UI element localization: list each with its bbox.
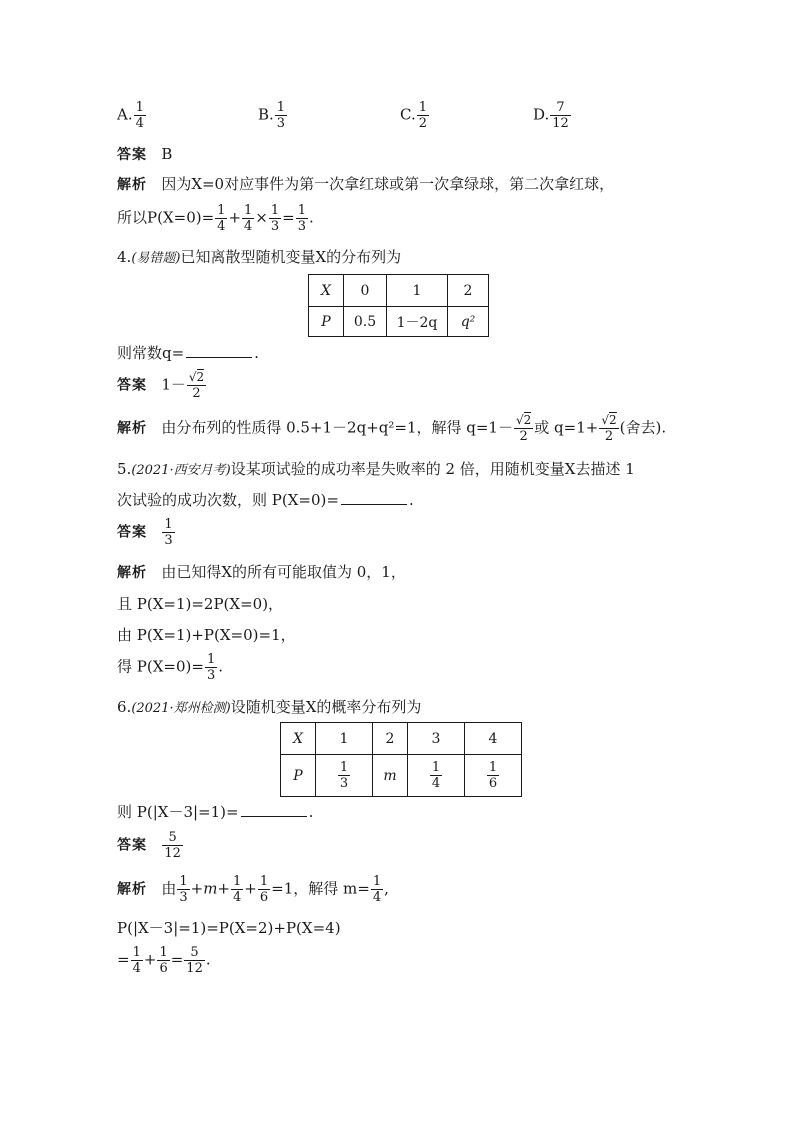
answer-blank — [341, 503, 407, 505]
option-c: C. $\frac{1}{2}$ — [400, 100, 427, 131]
answer-blank — [241, 815, 307, 817]
q4-analysis: 解析 由分布列的性质得 0.5+1－2q+q²=1，解得 q=1－ $\frac{√2}{2}$ 或 q=1+ $\frac{√2}{2}$ (舍去). — [117, 413, 667, 444]
table-cell: 1 — [387, 275, 448, 307]
table-cell: 3 — [408, 723, 465, 755]
table-cell: 2 — [448, 275, 489, 307]
q6-question: 则 P(|X－3|=1)= . — [117, 803, 314, 821]
q6-analysis-line2: P(|X－3|=1)=P(X=2)+P(X=4) — [117, 919, 341, 937]
table-cell: 0.5 — [344, 307, 387, 337]
q4-stem: 4.(易错题)已知离散型随机变量X的分布列为 — [117, 248, 402, 266]
table-cell: P — [309, 307, 344, 337]
q4-question: 则常数q= . — [117, 344, 259, 362]
q6-stem: 6.(2021·郑州检测)设随机变量X的概率分布列为 — [117, 698, 422, 716]
table-cell: $\frac{1}{6}$ — [465, 755, 522, 797]
q3-analysis-line1: 解析 因为X=0对应事件为第一次拿红球或第一次拿绿球，第二次拿红球， — [117, 175, 615, 193]
table-cell: 4 — [465, 723, 522, 755]
table-cell: 1－2q — [387, 307, 448, 337]
table-cell: 2 — [373, 723, 408, 755]
q6-answer: 答案 $\frac{5}{12}$ — [117, 830, 181, 861]
table-cell: 0 — [344, 275, 387, 307]
q3-analysis-line2: 所以P(X=0)= $\frac{1}{4}$ + $\frac{1}{4}$ × $\frac{1}{3}$ = $\frac{1}{3}$ . — [117, 203, 314, 234]
table-cell: q² — [448, 307, 489, 337]
q5-analysis-line1: 解析 由已知得X的所有可能取值为 0，1， — [117, 563, 406, 581]
table-cell: $\frac{1}{3}$ — [316, 755, 373, 797]
table-cell: X — [281, 723, 316, 755]
table-cell: P — [281, 755, 316, 797]
q5-stem-line1: 5.(2021·西安月考)设某项试验的成功率是失败率的 2 倍，用随机变量X去描述 1 — [117, 460, 635, 478]
q4-answer: 答案 1－ $\frac{√2}{2}$ — [117, 370, 205, 401]
table-cell: $\frac{1}{4}$ — [408, 755, 465, 797]
table-cell: 1 — [316, 723, 373, 755]
q3-answer: 答案 B — [117, 145, 173, 163]
q6-analysis-line3: = $\frac{1}{4}$ + $\frac{1}{6}$ = $\frac{5}{12}$ . — [117, 945, 211, 976]
option-b: B. $\frac{1}{3}$ — [258, 100, 286, 131]
q6-distribution-table — [280, 722, 522, 797]
q5-stem-line2: 次试验的成功次数，则 P(X=0)= . — [117, 491, 414, 509]
q5-answer: 答案 $\frac{1}{3}$ — [117, 517, 173, 548]
q4-distribution-table — [308, 274, 489, 337]
table-cell: m — [373, 755, 408, 797]
table-cell: X — [309, 275, 344, 307]
answer-blank — [186, 356, 252, 358]
q5-analysis-line4: 得 P(X=0)= $\frac{1}{3}$ . — [117, 652, 223, 683]
option-a: A. $\frac{1}{4}$ — [117, 100, 144, 131]
q5-analysis-line2: 且 P(X=1)=2P(X=0)， — [117, 595, 284, 613]
q5-analysis-line3: 由 P(X=1)+P(X=0)=1， — [117, 626, 296, 644]
option-d: D. $\frac{7}{12}$ — [533, 100, 569, 131]
q6-analysis-line1: 解析 由 $\frac{1}{3}$ +m+ $\frac{1}{4}$ + $\frac{1}{6}$ =1，解得 m= $\frac{1}{4}$ , — [117, 874, 389, 905]
